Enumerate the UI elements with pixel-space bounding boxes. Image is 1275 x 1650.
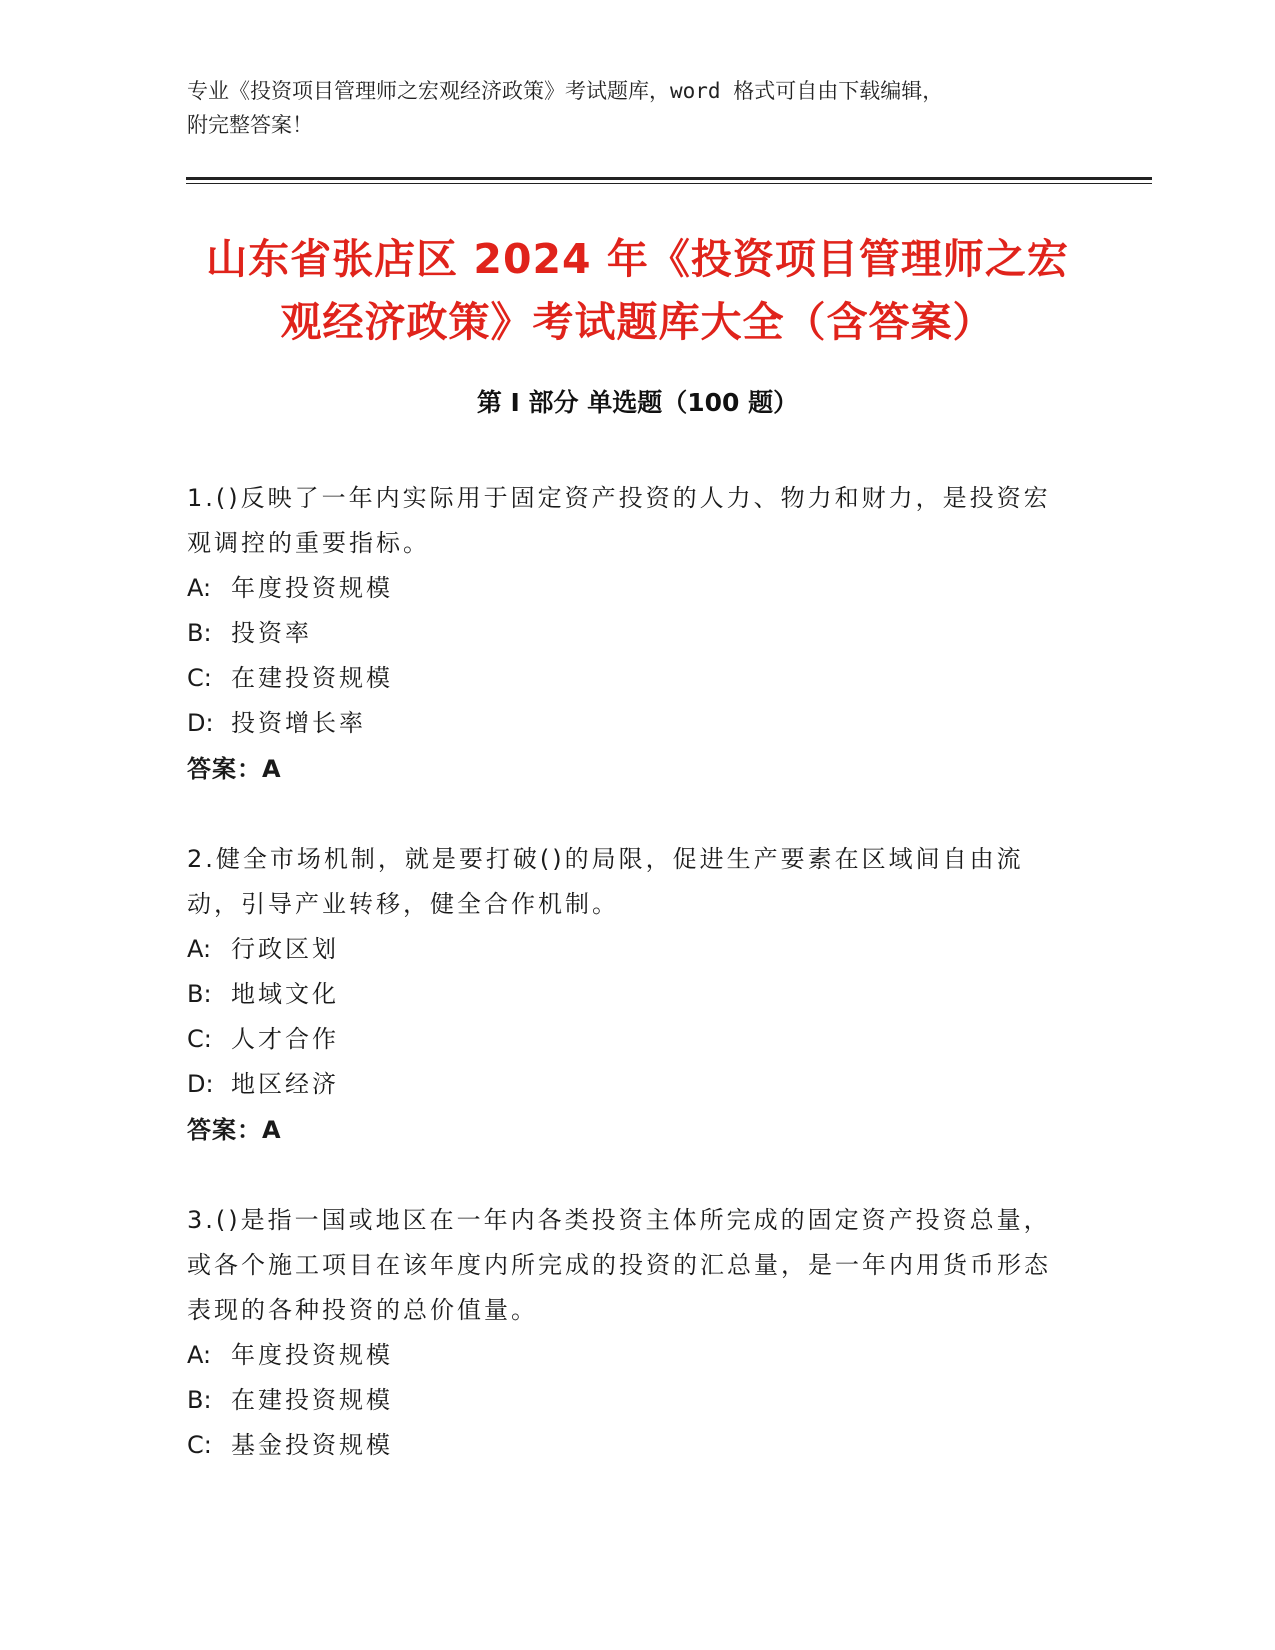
- option-letter: B:: [187, 619, 212, 647]
- option-c: [187, 656, 1067, 701]
- option-c: [187, 1423, 1067, 1468]
- option-b: [187, 611, 1067, 656]
- section-heading: 第 I 部分 单选题（100 题）: [476, 388, 799, 417]
- option-letter: C:: [187, 1431, 212, 1459]
- option-d: [187, 701, 1067, 746]
- answer-label: 答案：A: [187, 1116, 282, 1144]
- option-text: 投资率: [231, 619, 312, 647]
- option-letter: B:: [187, 980, 212, 1008]
- question-2: [187, 837, 1067, 1153]
- option-text: 地域文化: [231, 980, 339, 1008]
- option-letter: C:: [187, 1025, 212, 1053]
- option-letter: D:: [187, 709, 214, 737]
- document-title: [160, 228, 1115, 354]
- option-text: 地区经济: [231, 1070, 339, 1098]
- option-b: [187, 972, 1067, 1017]
- option-text: 行政区划: [231, 935, 339, 963]
- header-rule-thick: [186, 177, 1152, 180]
- option-b: [187, 1378, 1067, 1423]
- option-letter: A:: [187, 935, 212, 963]
- question-list: [187, 476, 1067, 1513]
- document-title-line-2: 观经济政策》考试题库大全（含答案）: [280, 298, 995, 346]
- option-text: 人才合作: [231, 1025, 339, 1053]
- option-letter: B:: [187, 1386, 212, 1414]
- header-rule-thin: [186, 183, 1152, 184]
- question-1: [187, 476, 1067, 792]
- question-stem: 3.()是指一国或地区在一年内各类投资主体所完成的固定资产投资总量，或各个施工项目在该年度内所完成的投资的汇总量，是一年内用货币形态表现的各种投资的总价值量。: [187, 1206, 1051, 1324]
- option-text: 基金投资规模: [231, 1431, 393, 1459]
- question-stem: 2.健全市场机制，就是要打破()的局限，促进生产要素在区域间自由流动，引导产业转移，健全合作机制。: [187, 845, 1024, 918]
- option-letter: A:: [187, 574, 212, 602]
- option-letter: A:: [187, 1341, 212, 1369]
- option-text: 年度投资规模: [231, 574, 393, 602]
- answer-label: 答案：A: [187, 755, 282, 783]
- header-note-line-2: 附完整答案！: [187, 113, 313, 137]
- option-a: [187, 566, 1067, 611]
- option-text: 年度投资规模: [231, 1341, 393, 1369]
- option-text: 在建投资规模: [231, 1386, 393, 1414]
- option-text: 投资增长率: [231, 709, 366, 737]
- option-d: [187, 1062, 1067, 1107]
- option-c: [187, 1017, 1067, 1062]
- option-letter: C:: [187, 664, 212, 692]
- option-letter: D:: [187, 1070, 214, 1098]
- question-stem: 1.()反映了一年内实际用于固定资产投资的人力、物力和财力，是投资宏观调控的重要指标。: [187, 484, 1051, 557]
- option-a: [187, 927, 1067, 972]
- option-text: 在建投资规模: [231, 664, 393, 692]
- header-note-line-1: 专业《投资项目管理师之宏观经济政策》考试题库，word 格式可自由下载编辑，: [187, 79, 944, 103]
- document-title-line-1: 山东省张店区 2024 年《投资项目管理师之宏: [206, 235, 1069, 283]
- header-note: [187, 74, 1067, 142]
- question-3: [187, 1198, 1067, 1468]
- option-a: [187, 1333, 1067, 1378]
